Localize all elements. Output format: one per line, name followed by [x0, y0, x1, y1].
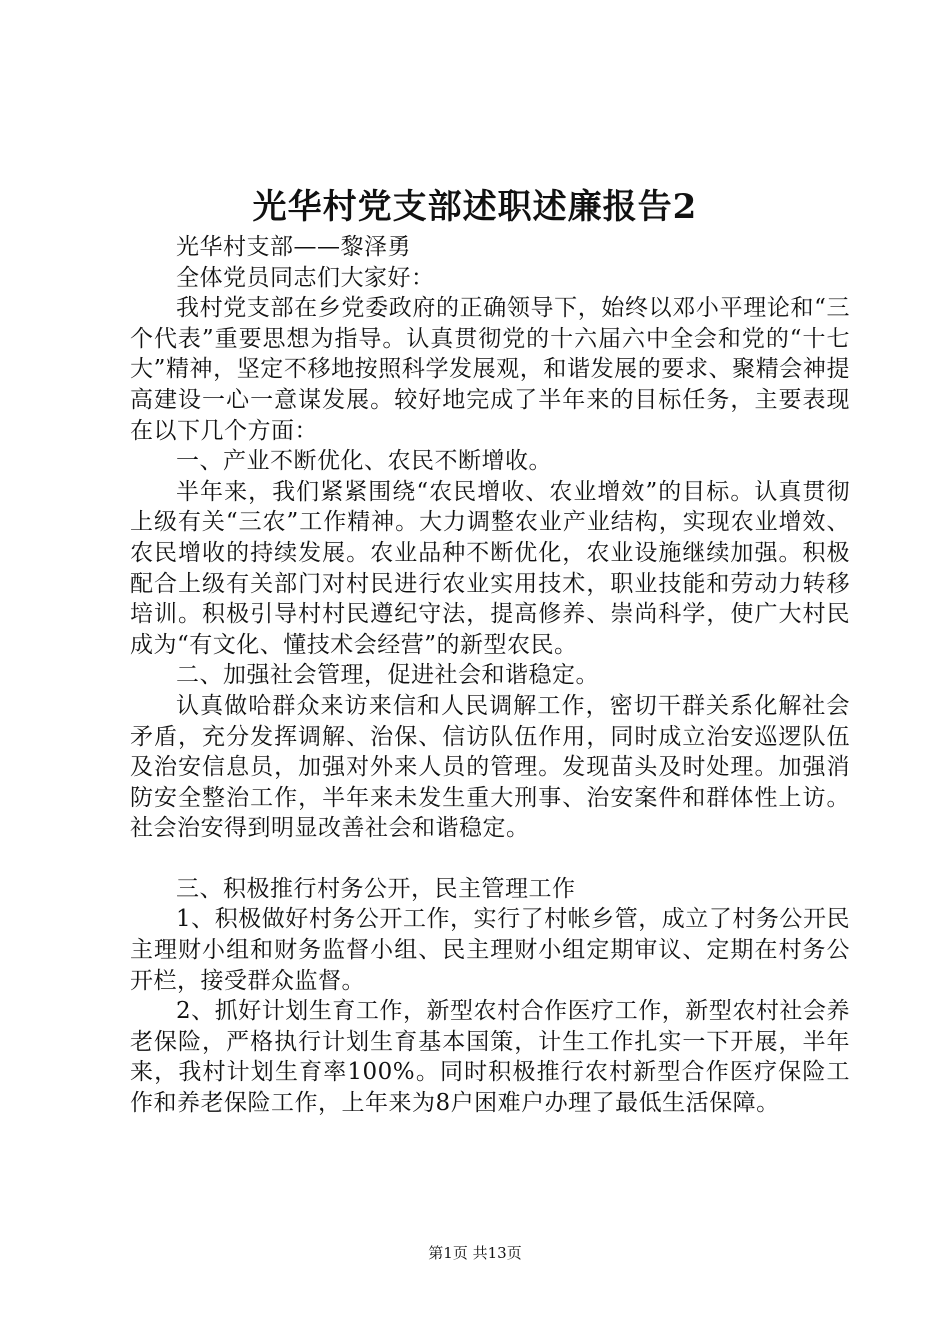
section-heading-1: 一、产业不断优化、农民不断增收。 [176, 448, 552, 475]
page-footer: 第1页 共13页 [428, 1244, 522, 1262]
section-1-paragraph: 半年来，我们紧紧围绕“农民增收、农业增效”的目标。认真贯彻上级有关“三农”工作精神。大力调整农业产业结构，实现农业增效、农民增收的持续发展。农业品种不断优化，农业设施继续加强。积极配合上级有关部门对村民进行农业实用技术，职业技能和劳动力转移培训。积极引导村村民遵纪守法，提高修养、崇尚科学，使广大村民成为“有文化、懂技术会经营”的新型农民。 [130, 478, 850, 658]
intro-paragraph: 我村党支部在乡党委政府的正确领导下，始终以邓小平理论和“三个代表”重要思想为指导。认真贯彻党的十六届六中全会和党的“十七大”精神，坚定不移地按照科学发展观，和谐发展的要求、聚精会神提高建设一心一意谋发展。较好地完成了半年来的目标任务，主要表现在以下几个方面： [130, 295, 850, 444]
section-3-item-1: 1、积极做好村务公开工作，实行了村帐乡管，成立了村务公开民主理财小组和财务监督小组、民主理财小组定期审议、定期在村务公开栏，接受群众监督。 [130, 906, 850, 994]
section-heading-3: 三、积极推行村务公开，民主管理工作 [176, 875, 576, 902]
document-title: 光华村党支部述职述廉报告2 [252, 187, 698, 227]
section-heading-2: 二、加强社会管理，促进社会和谐稳定。 [176, 662, 599, 689]
document-body [130, 232, 850, 1119]
section-2-paragraph: 认真做哈群众来访来信和人民调解工作，密切干群关系化解社会矛盾，充分发挥调解、治保、信访队伍作用，同时成立治安巡逻队伍及治安信息员，加强对外来人员的管理。发现苗头及时处理。加强消防安全整治工作，半年来未发生重大刑事、治安案件和群体性上访。社会治安得到明显改善社会和谐稳定。 [130, 692, 850, 842]
salutation: 全体党员同志们大家好： [176, 264, 435, 291]
section-3-item-2: 2、抓好计划生育工作，新型农村合作医疗工作，新型农村社会养老保险，严格执行计划生育基本国策，计生工作扎实一下开展，半年来，我村计划生育率100%。同时积极推行农村新型合作医疗保险工作和养老保险工作，上年来为8户困难户办理了最低生活保障。 [130, 998, 850, 1117]
author-line: 光华村支部——黎泽勇 [176, 234, 411, 260]
